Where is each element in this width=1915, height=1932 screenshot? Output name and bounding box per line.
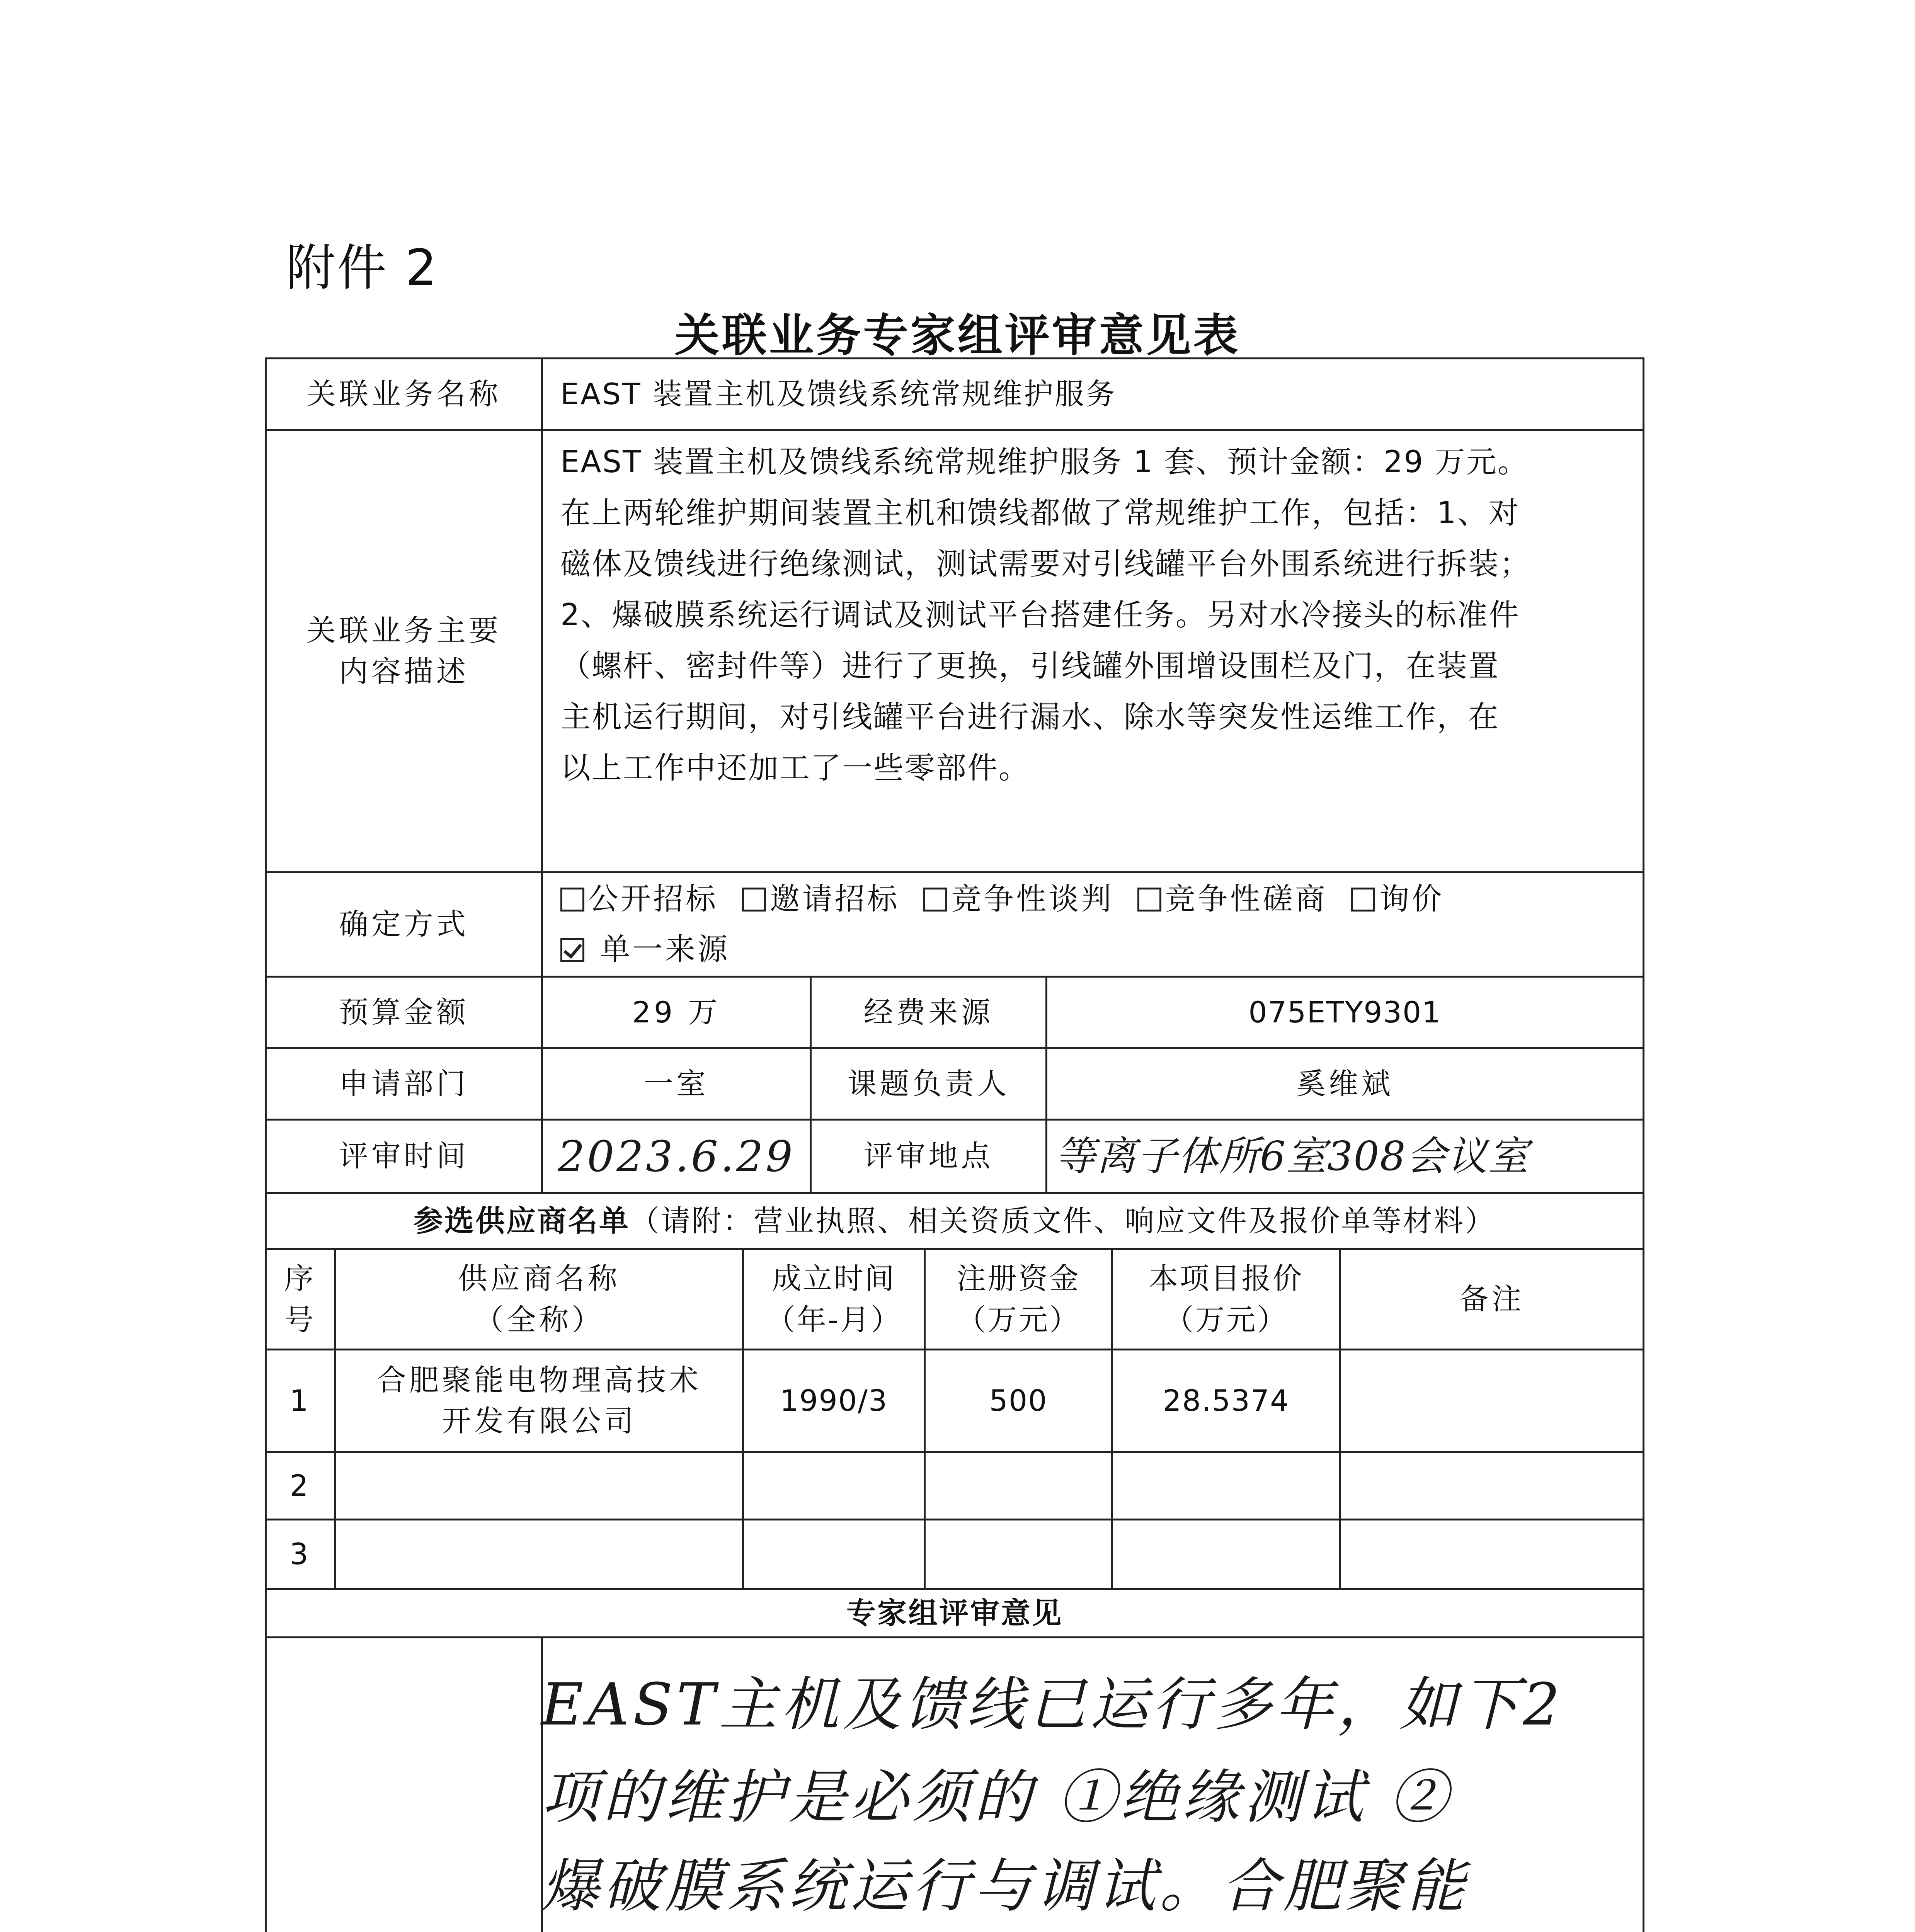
attachment-label: 附件 2	[286, 239, 439, 297]
project-leader-value: 奚维斌	[1296, 1066, 1394, 1101]
content-line: 在上两轮维护期间装置主机和馈线都做了常规维护工作，包括：1、对	[560, 496, 1520, 531]
header-capital: 注册资金 （万元）	[957, 1261, 1080, 1337]
content-line: 2、爆破膜系统运行调试及测试平台搭建任务。另对水冷接头的标准件	[560, 598, 1520, 633]
table-line	[265, 1519, 1644, 1520]
content-line: 主机运行期间，对引线罐平台进行漏水、除水等突发性运维工作，在	[560, 700, 1500, 735]
content-line: （螺杆、密封件等）进行了更换，引线罐外围增设围栏及门，在装置	[560, 649, 1500, 684]
business-content-label	[267, 431, 541, 871]
table-cell-seq: 3	[289, 1537, 312, 1571]
handwritten-opinion-line: 项的维护是必须的 ①绝缘测试 ②	[541, 1764, 1452, 1831]
supplier-section-title: 参选供应商名单	[414, 1203, 630, 1238]
header-seq: 序 号	[284, 1261, 317, 1337]
handwritten-opinion-line	[541, 1928, 1530, 1932]
table-right-border	[1643, 357, 1644, 1932]
fund-source-label: 经费来源	[863, 995, 994, 1029]
project-leader-label: 课题负责人	[847, 1066, 1010, 1101]
table-cell-supplier-name: 合肥聚能电物理高技术 开发有限公司	[377, 1362, 701, 1438]
review-time-value: 2023.6.29	[558, 1131, 795, 1181]
table-cell-remark	[1341, 1350, 1643, 1451]
business-content-label-line2: 内容描述	[339, 654, 469, 689]
budget-value: 29 万	[632, 995, 721, 1029]
expert-opinion-label	[267, 1638, 541, 1932]
supplier-section-heading	[267, 1194, 1643, 1248]
review-location-label: 评审地点	[863, 1139, 994, 1173]
review-time-label: 评审时间	[339, 1139, 469, 1173]
content-line: EAST 装置主机及馈线系统常规维护服务 1 套、预计金额：29 万元。	[560, 445, 1529, 480]
option-inquiry[interactable]: 询价	[1351, 882, 1444, 917]
business-name-label: 关联业务名称	[306, 376, 501, 411]
content-line: 磁体及馈线进行绝缘测试，测试需要对引线罐平台外围系统进行拆装；	[560, 547, 1531, 582]
table-cell-founded: 1990/3	[780, 1383, 888, 1418]
budget-label: 预算金额	[339, 995, 469, 1029]
option-single-source[interactable]: 单一来源	[560, 932, 730, 967]
handwritten-opinion-line: 爆破膜系统运行与调试。合肥聚能	[541, 1853, 1469, 1920]
handwritten-opinion-line: EAST主机及馈线已运行多年，如下2	[541, 1671, 1564, 1738]
header-founded: 成立时间 （年-月）	[766, 1261, 902, 1337]
review-location-value: 等离子体所6室308会议室	[1055, 1132, 1529, 1180]
table-cell-seq: 1	[289, 1383, 312, 1418]
option-competitive-negotiation[interactable]: 竞争性谈判	[923, 882, 1113, 917]
table-cell-capital: 500	[989, 1383, 1048, 1418]
business-content-text	[560, 437, 1635, 794]
table-cell-quote: 28.5374	[1163, 1383, 1290, 1418]
table-cell-seq: 2	[289, 1468, 312, 1503]
department-value: 一室	[644, 1066, 709, 1101]
content-line: 以上工作中还加工了一些零部件。	[560, 751, 1030, 786]
option-open-tender[interactable]: 公开招标	[560, 882, 718, 917]
business-content-label-line1: 关联业务主要	[306, 613, 501, 648]
option-competitive-consultation[interactable]: 竞争性磋商	[1137, 882, 1328, 917]
header-remark: 备注	[1459, 1282, 1524, 1316]
business-name-value: EAST 装置主机及馈线系统常规维护服务	[560, 376, 1117, 411]
header-quote: 本项目报价 （万元）	[1149, 1261, 1304, 1337]
supplier-section-note: （请附：营业执照、相关资质文件、响应文件及报价单等材料）	[630, 1203, 1496, 1238]
fund-source-value: 075ETY9301	[1248, 995, 1442, 1029]
form-title: 关联业务专家组评审意见表	[674, 310, 1241, 362]
table-line	[265, 1451, 1644, 1453]
determination-method-label: 确定方式	[339, 907, 469, 942]
option-invited-tender[interactable]: 邀请招标	[742, 882, 900, 917]
checkbox-icon[interactable]	[1351, 888, 1375, 912]
expert-opinion-title: 专家组评审意见	[846, 1595, 1063, 1630]
checked-checkbox-icon[interactable]	[560, 938, 584, 962]
checkbox-icon[interactable]	[923, 888, 947, 912]
checkbox-icon[interactable]	[1137, 888, 1161, 912]
department-label: 申请部门	[339, 1066, 469, 1101]
header-supplier-name: 供应商名称 （全称）	[458, 1261, 620, 1337]
checkbox-icon[interactable]	[742, 888, 766, 912]
checkbox-icon[interactable]	[560, 888, 584, 912]
determination-options	[560, 874, 1635, 975]
